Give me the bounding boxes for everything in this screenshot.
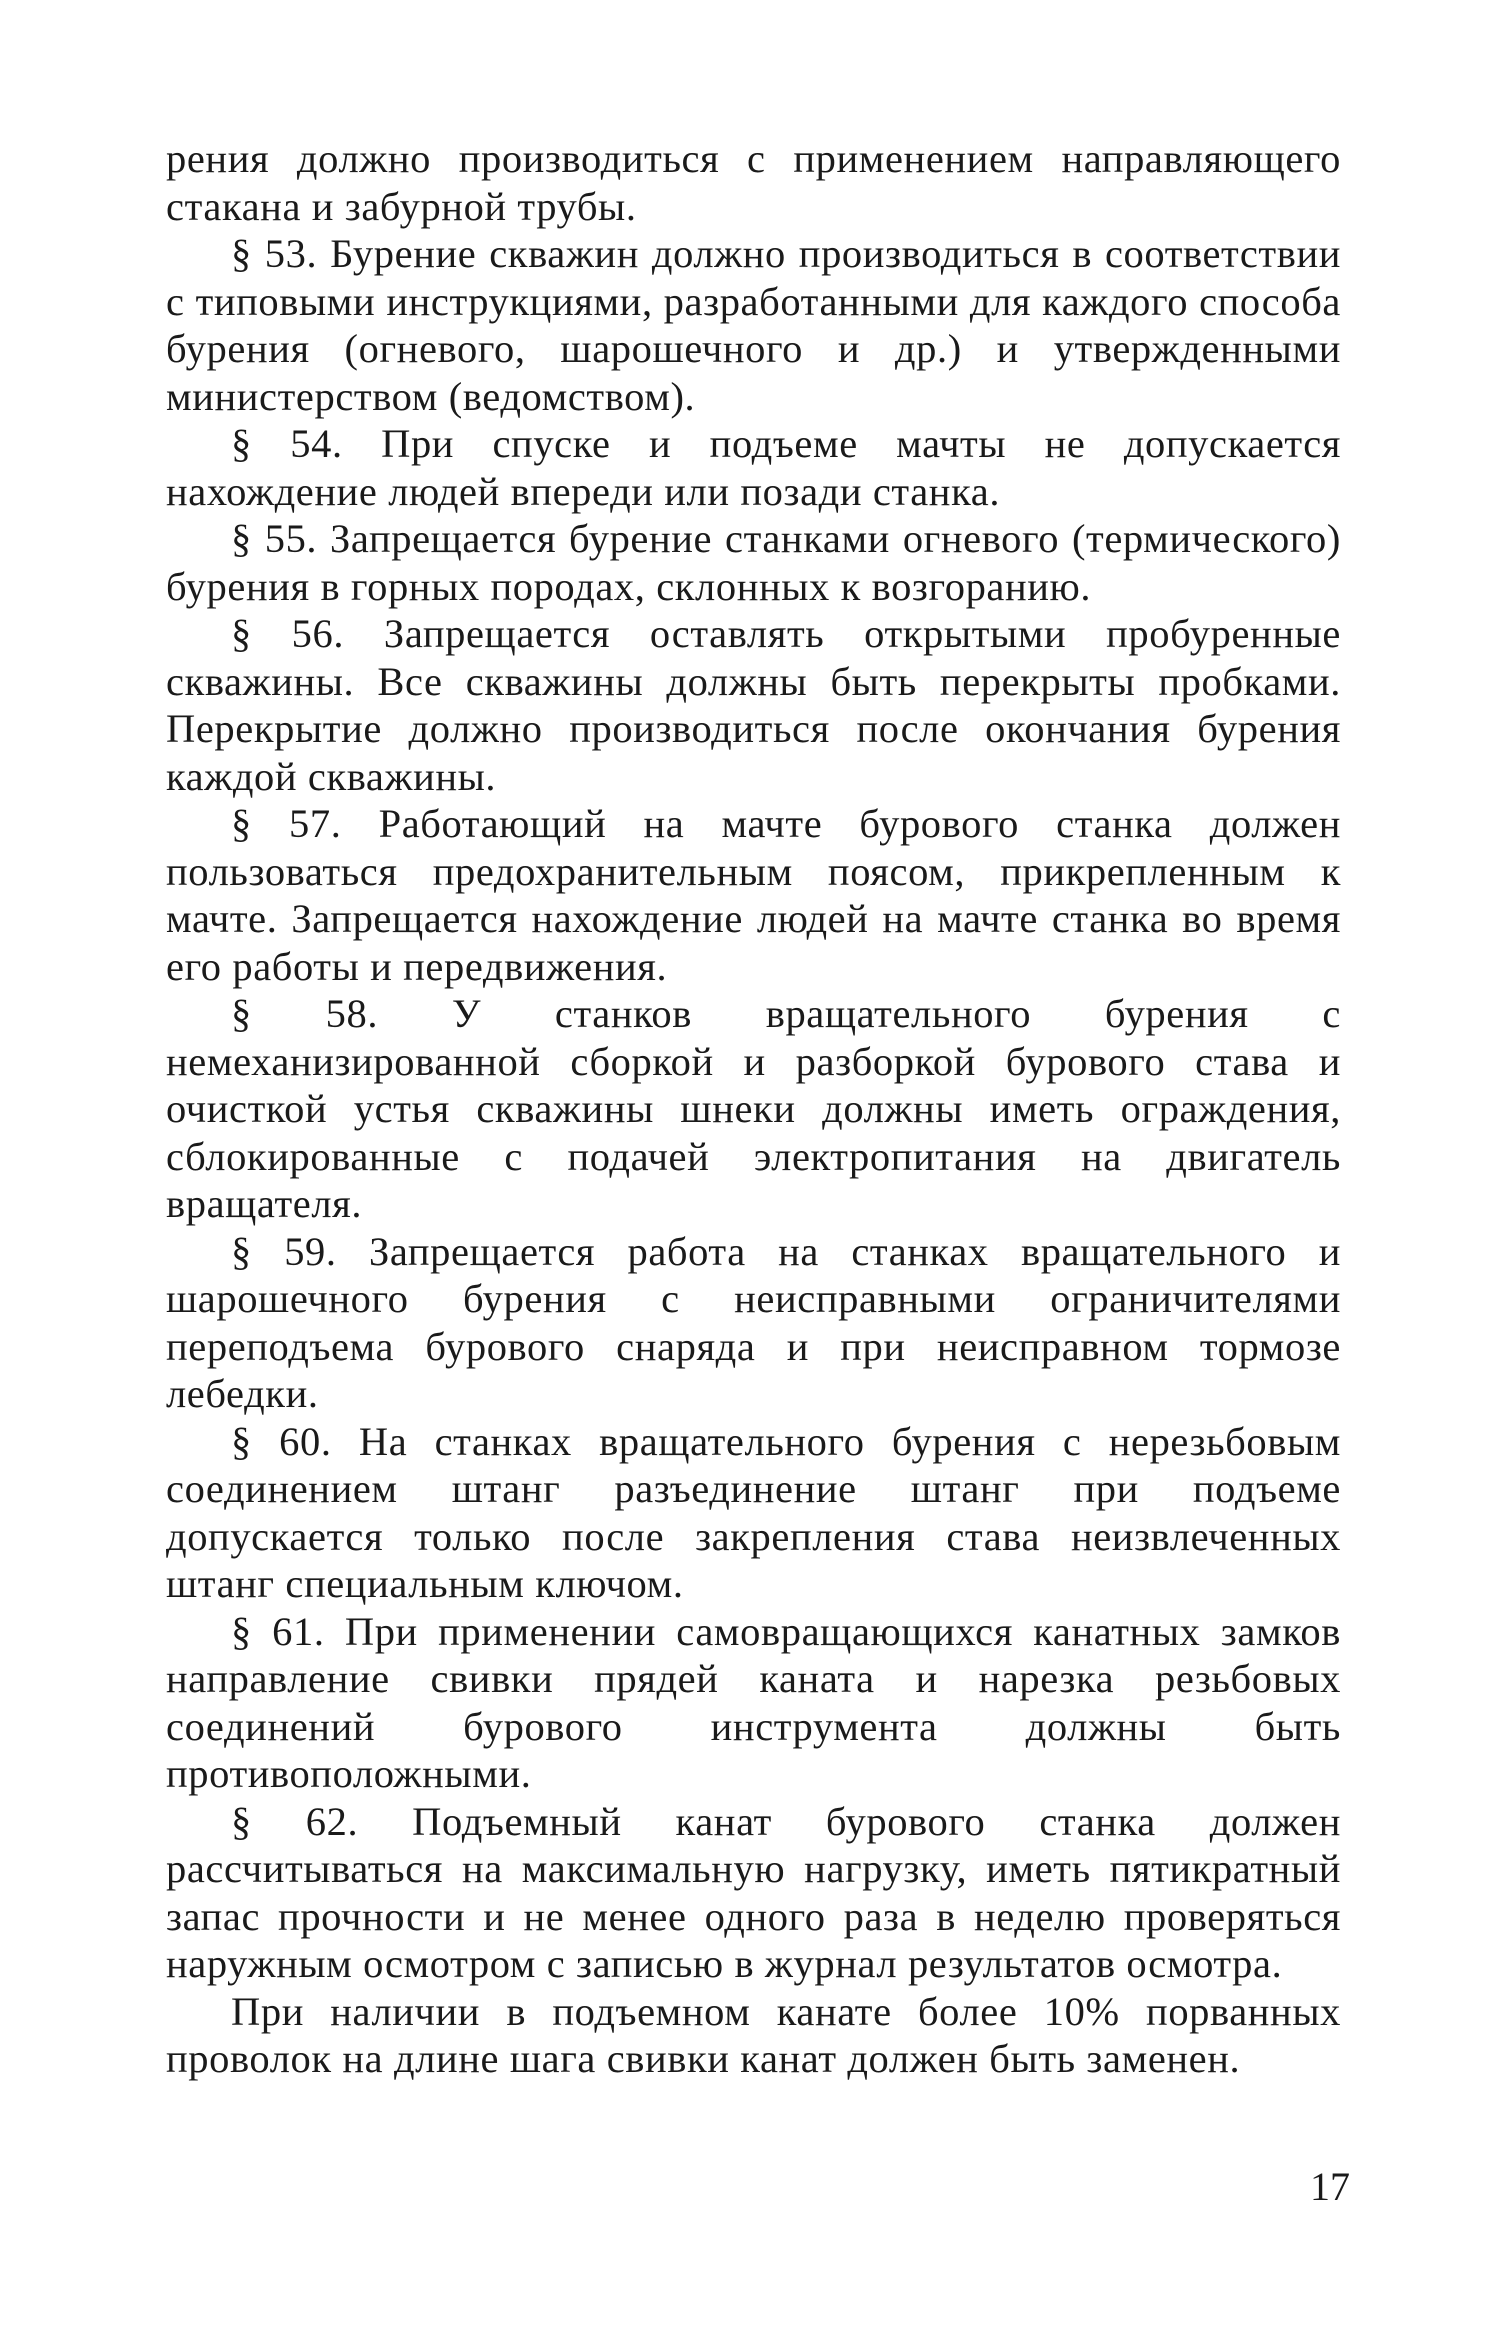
paragraph-section-57: § 57. Работающий на мачте бурового станка должен пользоваться предохранительным поясом, прикрепленным к мачте. Запрещается нахождение людей на мачте станка во время его работы и передвижения.: [166, 801, 1341, 989]
paragraph-section-59: § 59. Запрещается работа на станках вращательного и шарошечного бурения с неисправными ограничителями переподъема бурового снаряда и при неисправном тормозе лебедки.: [166, 1228, 1341, 1416]
page-number: 17: [1310, 2164, 1350, 2209]
paragraph-section-60: § 60. На станках вращательного бурения с нерезьбовым соединением штанг разъединение штанг при подъеме допускается только после закрепления става неизвлеченных штанг специальным ключом.: [166, 1418, 1341, 1606]
paragraph-section-62: § 62. Подъемный канат бурового станка должен рассчитываться на максимальную нагрузку, иметь пятикратный запас прочности и не менее одного раза в неделю проверяться наружным осмотром с записью в журнал результатов осмотра.: [166, 1798, 1341, 1986]
paragraph-section-58: § 58. У станков вращательного бурения с немеханизированной сборкой и разборкой бурового става и очисткой устья скважины шнеки должны иметь ограждения, сблокированные с подачей электропитания на двигатель вращателя.: [166, 991, 1341, 1226]
paragraph-continuation: рения должно производиться с применением направляющего стакана и забурной трубы.: [166, 136, 1341, 229]
paragraph-section-54: § 54. При спуске и подъеме мачты не допускается нахождение людей впереди или позади станка.: [166, 421, 1341, 514]
paragraph-section-53: § 53. Бурение скважин должно производиться в соответствии с типовыми инструкциями, разработанными для каждого способа бурения (огневого, шарошечного и др.) и утвержденными министерством (ведомством).: [166, 231, 1341, 419]
paragraph-section-55: § 55. Запрещается бурение станками огневого (термического) бурения в горных породах, склонных к возгоранию.: [166, 516, 1341, 609]
paragraph-section-56: § 56. Запрещается оставлять открытыми пробуренные скважины. Все скважины должны быть перекрыты пробками. Перекрытие должно производиться после окончания бурения каждой скважины.: [166, 611, 1341, 799]
paragraph-section-61: § 61. При применении самовращающихся канатных замков направление свивки прядей каната и нарезка резьбовых соединений бурового инструмента должны быть противоположными.: [166, 1608, 1341, 1796]
page-body: [166, 135, 1341, 2083]
paragraph-section-62-note: При наличии в подъемном канате более 10% порванных проволок на длине шага свивки канат должен быть заменен.: [166, 1988, 1341, 2081]
